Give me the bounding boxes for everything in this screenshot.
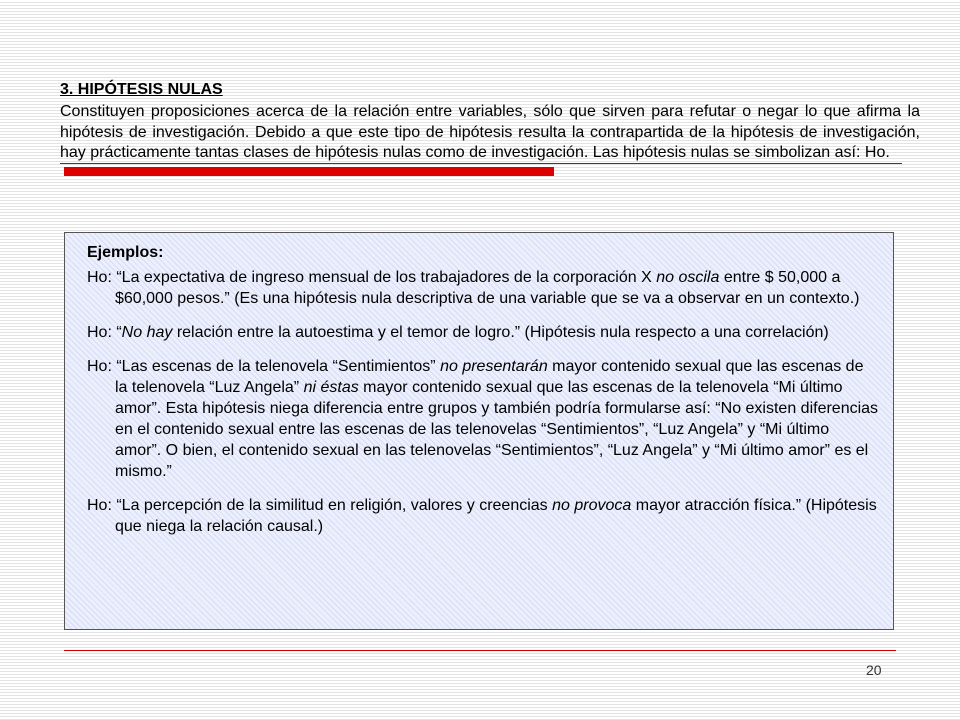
emphasis: no presentarán — [440, 358, 548, 375]
example-item-4: Ho: “La percepción de la similitud en religión, valores y creencias no provoca mayor atracción física.” (Hipótesis que niega la relación causal.) — [87, 497, 877, 535]
intro-paragraph: Constituyen proposiciones acerca de la relación entre variables, sólo que sirven para refutar o negar lo que afirma la hipótesis de investigación. Debido a que este tipo de hipótesis resulta la contrapartida de la hipótesis de investigación, hay prácticamente tantas clases de hipótesis nulas como de investigación. Las hipótesis nulas se simbolizan así: Ho. — [60, 103, 920, 161]
examples-box — [64, 232, 894, 630]
example-item-3: Ho: “Las escenas de la telenovela “Sentimientos” no presentarán mayor contenido sexual que las escenas de la telenovela “Luz Angela” ni éstas mayor contenido sexual que las escenas de la telenovela “Mi último amor”. Esta hipótesis niega diferencia entre grupos y también podría formularse así: “No existen diferencias en el contenido sexual entre las escenas de las telenovelas “Sentimientos”, “Luz Angela” y “Mi último amor”. O bien, el contenido sexual en las telenovelas “Sentimientos”, “Luz Angela” y “Mi último amor” es el mismo.” — [87, 358, 879, 480]
emphasis: no oscila — [656, 269, 720, 286]
page-number: 20 — [866, 662, 882, 678]
decorative-rule-bottom — [64, 650, 896, 651]
emphasis: ni éstas — [303, 379, 359, 396]
section-title: 3. HIPÓTESIS NULAS — [60, 81, 223, 98]
decorative-bar-top — [64, 167, 554, 176]
decorative-rule-top — [60, 163, 902, 164]
example-item-2: Ho: “No hay relación entre la autoestima y el temor de logro.” (Hipótesis nula respecto a una correlación) — [87, 324, 829, 341]
emphasis: no provoca — [552, 497, 632, 514]
example-item-1: Ho: “La expectativa de ingreso mensual de los trabajadores de la corporación X no oscila entre $ 50,000 a $60,000 pesos.” (Es una hipótesis nula descriptiva de una variable que se va a observar en un contexto.) — [87, 269, 860, 307]
emphasis: No hay — [121, 324, 173, 341]
examples-heading: Ejemplos: — [87, 244, 164, 261]
